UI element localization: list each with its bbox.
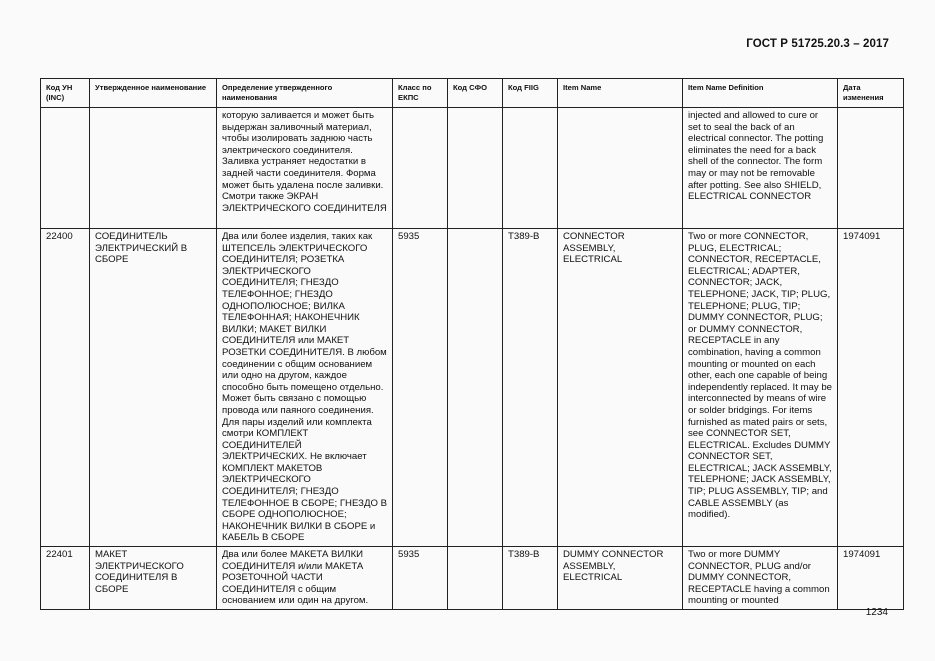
- cell-name-ru: МАКЕТ ЭЛЕКТРИЧЕСКОГО СОЕДИНИТЕЛЯ В СБОРЕ: [90, 547, 217, 610]
- table-row: [41, 229, 904, 547]
- page-number: 1234: [865, 607, 888, 618]
- cell-item-name: DUMMY CONNECTOR ASSEMBLY, ELECTRICAL: [558, 547, 683, 610]
- cell-date: 1974091: [838, 229, 904, 547]
- cell-date: [838, 108, 904, 229]
- cell-inc: 22400: [41, 229, 90, 547]
- col-header-date: Дата изменения: [838, 79, 904, 108]
- table-row-continuation: [41, 108, 904, 229]
- cell-definition-ru: которую заливается и может быть выдержан заливочный материал, чтобы изолировать заднюю часть электрического соединителя. Заливка устраняет недостатки в задней части соединителя. Форма может быть удалена после заливки. Смотри также ЭКРАН ЭЛЕКТРИЧЕСКОГО СОЕДИНИТЕЛЯ: [217, 108, 393, 229]
- col-header-definition-ru: Определение утвержденного наименования: [217, 79, 393, 108]
- cell-definition-en: Two or more DUMMY CONNECTOR, PLUG and/or DUMMY CONNECTOR, RECEPTACLE having a common mounting or mounted: [683, 547, 838, 610]
- cell-inc: 22401: [41, 547, 90, 610]
- table-header-row: [41, 79, 904, 108]
- cell-class: [393, 108, 448, 229]
- col-header-fiig: Код FIIG: [503, 79, 558, 108]
- cell-fiig: [503, 108, 558, 229]
- cell-class: 5935: [393, 547, 448, 610]
- cell-definition-en: injected and allowed to cure or set to seal the back of an electrical connector. The potting eliminates the need for a back shell of the connector. The form may or may not be removable after potting. See also SHIELD, ELECTRICAL CONNECTOR: [683, 108, 838, 229]
- cell-sfo: [448, 229, 503, 547]
- col-header-sfo: Код СФО: [448, 79, 503, 108]
- col-header-inc: Код УН (INC): [41, 79, 90, 108]
- cell-item-name: [558, 108, 683, 229]
- cell-class: 5935: [393, 229, 448, 547]
- cell-inc: [41, 108, 90, 229]
- col-header-definition-en: Item Name Definition: [683, 79, 838, 108]
- terms-table: [40, 78, 904, 610]
- cell-date: 1974091: [838, 547, 904, 610]
- table-row: [41, 547, 904, 610]
- cell-item-name: CONNECTOR ASSEMBLY, ELECTRICAL: [558, 229, 683, 547]
- cell-fiig: Т389-В: [503, 229, 558, 547]
- col-header-item-name: Item Name: [558, 79, 683, 108]
- cell-name-ru: [90, 108, 217, 229]
- document-code: ГОСТ Р 51725.20.3 – 2017: [746, 38, 889, 50]
- cell-definition-ru: Два или более изделия, таких как ШТЕПСЕЛЬ ЭЛЕКТРИЧЕСКОГО СОЕДИНИТЕЛЯ; РОЗЕТКА ЭЛЕКТРИЧЕСКОГО СОЕДИНИТЕЛЯ; ГНЕЗДО ТЕЛЕФОННОЕ; ГНЕЗДО ОДНОПОЛЮСНОЕ; ВИЛКА ТЕЛЕФОННАЯ; НАКОНЕЧНИК ВИЛКИ; МАКЕТ ВИЛКИ СОЕДИНИТЕЛЯ или МАКЕТ РОЗЕТКИ СОЕДИНИТЕЛЯ. В любом соединении с общим основанием или одно на другом, каждое способно быть помещено отдельно. Может быть связано с помощью провода или паяного соединения. Для пары изделий или комплекта смотри КОМПЛЕКТ СОЕДИНИТЕЛЕЙ ЭЛЕКТРИЧЕСКИХ. Не включает КОМПЛЕКТ МАКЕТОВ ЭЛЕКТРИЧЕСКОГО СОЕДИНИТЕЛЯ; ГНЕЗДО ТЕЛЕФОННОЕ В СБОРЕ; ГНЕЗДО В СБОРЕ ОДНОПОЛЮСНОЕ; НАКОНЕЧНИК ВИЛКИ В СБОРЕ и КАБЕЛЬ В СБОРЕ: [217, 229, 393, 547]
- cell-name-ru: СОЕДИНИТЕЛЬ ЭЛЕКТРИЧЕСКИЙ В СБОРЕ: [90, 229, 217, 547]
- cell-definition-en: Two or more CONNECTOR, PLUG, ELECTRICAL; CONNECTOR, RECEPTACLE, ELECTRICAL; ADAPTER, CONNECTOR; JACK, TELEPHONE; JACK, TIP; PLUG, TELEPHONE; PLUG, TIP; DUMMY CONNECTOR, PLUG; or DUMMY CONNECTOR, RECEPTACLE in any combination, having a common mounting or mounted on each other, each one capable of being independently replaced. It may be interconnected by means of wire or solder bridgings. For items furnished as mated pairs or sets, see CONNECTOR SET, ELECTRICAL. Excludes DUMMY CONNECTOR SET, ELECTRICAL; JACK ASSEMBLY, TELEPHONE; JACK ASSEMBLY, TIP; PLUG ASSEMBLY, TIP; and CABLE ASSEMBLY (as modified).: [683, 229, 838, 547]
- cell-sfo: [448, 547, 503, 610]
- col-header-class: Класс по ЕКПС: [393, 79, 448, 108]
- cell-definition-ru: Два или более МАКЕТА ВИЛКИ СОЕДИНИТЕЛЯ и/или МАКЕТА РОЗЕТОЧНОЙ ЧАСТИ СОЕДИНИТЕЛЯ с общим основанием или один на другом.: [217, 547, 393, 610]
- cell-sfo: [448, 108, 503, 229]
- col-header-name-ru: Утвержденное наименование: [90, 79, 217, 108]
- cell-fiig: Т389-В: [503, 547, 558, 610]
